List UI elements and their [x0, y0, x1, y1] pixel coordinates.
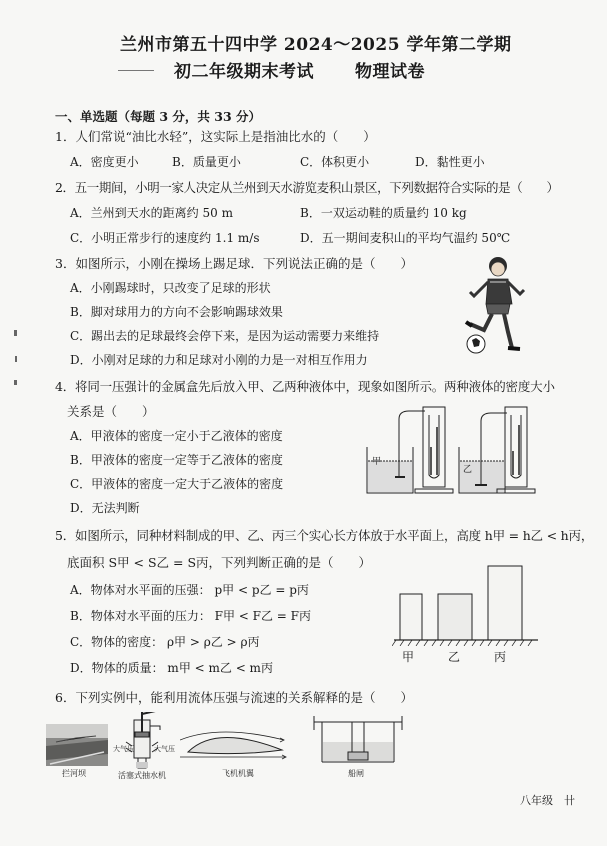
q6-caption-pump: 活塞式抽水机	[118, 771, 166, 780]
q3-stem: 3．如图所示，小刚在操场上踢足球．下列说法正确的是（ ）	[55, 256, 413, 271]
q3-option-a: A．小刚踢球时，只改变了足球的形状	[70, 281, 271, 295]
q3-option-d: D．小刚对足球的力和足球对小刚的力是一对相互作用力	[70, 353, 368, 367]
margin-mark	[14, 380, 17, 385]
q5-stem-line1: 5．如图所示，同种材料制成的甲、乙、丙三个实心长方体放于水平面上，高度 h甲 = h乙 < h丙，	[55, 528, 594, 543]
q4-option-d: D．无法判断	[70, 501, 140, 515]
q4-option-c: C．甲液体的密度一定大于乙液体的密度	[70, 477, 284, 491]
q5-label-yi: 乙	[448, 650, 461, 664]
q2-stem: 2．五一期间，小明一家人决定从兰州到天水游览麦积山景区，下列数据符合实际的是（ ）	[55, 180, 559, 195]
exam-title-line1: 兰州市第五十四中学 2024～2025 学年第二学期	[120, 35, 512, 55]
exam-title-grade: 初二年级期末考试	[174, 62, 314, 82]
section-heading: 一、单选题（每题 3 分，共 33 分）	[55, 109, 262, 124]
q1-stem: 1．人们常说“油比水轻”，这实际上是指油比水的（ ）	[55, 129, 376, 144]
q1-option-a: A．密度更小	[70, 155, 139, 169]
pressure-gauge-figure	[365, 405, 545, 497]
q6-caption-wing: 飞机机翼	[222, 769, 254, 778]
q5-option-b: B．物体对水平面的压力： F甲 < F乙 = F丙	[70, 609, 311, 623]
q4-stem-line1: 4．将同一压强计的金属盒先后放入甲、乙两种液体中，现象如图所示。两种液体的密度大小	[55, 379, 555, 394]
exam-title-subject: 物理试卷	[355, 62, 425, 82]
q5-label-jia: 甲	[402, 650, 415, 664]
dam-photo	[46, 724, 108, 766]
q4-label-jia: 甲	[372, 457, 382, 467]
q3-option-b: B．脚对球用力的方向不会影响踢球效果	[70, 305, 283, 319]
q2-option-d: D．五一期间麦积山的平均气温约 50℃	[300, 231, 511, 245]
ship-lock-figure	[312, 716, 404, 766]
q6-caption-lock: 船闸	[348, 769, 364, 778]
footer-mark: 卄	[564, 794, 575, 807]
header-rule	[118, 70, 154, 71]
q3-option-c: C．踢出去的足球最终会停下来，是因为运动需要力来维持	[70, 329, 380, 343]
q5-option-c: C．物体的密度： ρ甲 > ρ乙 > ρ丙	[70, 635, 260, 649]
airplane-wing-figure	[180, 730, 290, 760]
q2-option-a: A．兰州到天水的距离约 50 m	[70, 206, 233, 220]
q4-stem-line2: 关系是（ ）	[67, 404, 155, 419]
q2-option-c: C．小明正常步行的速度约 1.1 m/s	[70, 231, 260, 245]
margin-mark	[15, 356, 17, 362]
margin-mark	[14, 330, 17, 336]
pump-label-right: 大气压	[154, 745, 175, 753]
q5-option-a: A．物体对水平面的压强： p甲 < p乙 = p丙	[70, 583, 309, 597]
q6-caption-dam: 拦河坝	[62, 769, 86, 778]
footer-grade: 八年级	[520, 794, 553, 807]
q4-label-yi: 乙	[463, 465, 473, 475]
q5-stem-line2: 底面积 S甲 < S乙 = S丙，下列判断正确的是（ ）	[67, 555, 372, 570]
soccer-player-figure	[462, 252, 534, 358]
pump-label-left: 大气压	[113, 745, 134, 753]
q2-option-b: B．一双运动鞋的质量约 10 kg	[300, 206, 467, 220]
q5-option-d: D．物体的质量： m甲 < m乙 < m丙	[70, 661, 273, 675]
q1-option-d: D．黏性更小	[415, 155, 485, 169]
q5-label-bing: 丙	[494, 650, 507, 664]
blocks-figure	[392, 560, 542, 646]
q4-option-b: B．甲液体的密度一定等于乙液体的密度	[70, 453, 283, 467]
q4-option-a: A．甲液体的密度一定小于乙液体的密度	[70, 429, 283, 443]
piston-pump-figure	[116, 712, 186, 770]
q1-option-c: C．体积更小	[300, 155, 370, 169]
q6-stem: 6．下列实例中，能利用流体压强与流速的关系解释的是（ ）	[55, 690, 413, 705]
q1-option-b: B．质量更小	[172, 155, 241, 169]
